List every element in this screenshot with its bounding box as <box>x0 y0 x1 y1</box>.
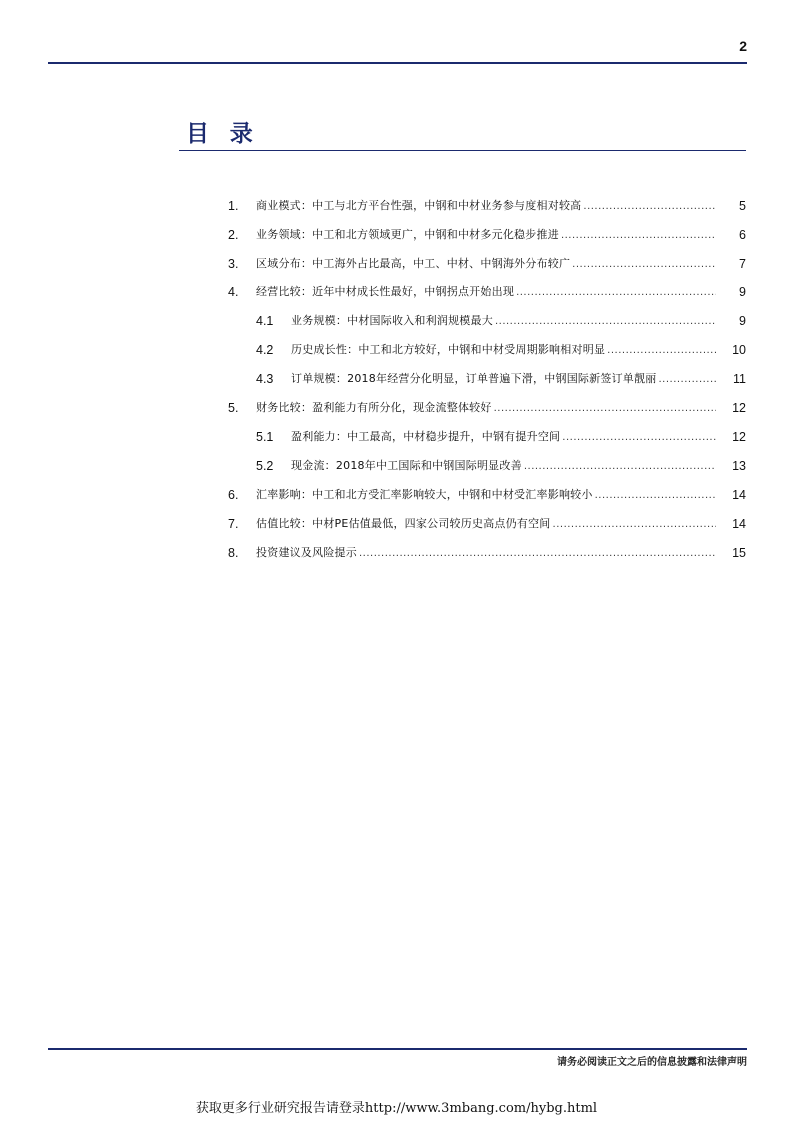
toc-entry-number: 2. <box>228 228 239 242</box>
toc-title: 目录 <box>186 121 274 147</box>
toc-entry-leader <box>256 514 746 535</box>
header-divider <box>48 62 747 64</box>
toc-entry-number: 3. <box>228 257 239 271</box>
toc-entry-title[interactable]: 商业模式：中工与北方平台性强，中钢和中材业务参与度相对较高 <box>256 199 582 212</box>
toc-dot-leader <box>495 312 745 332</box>
toc-entry-number: 4.1 <box>256 314 274 328</box>
toc-entry[interactable] <box>0 225 793 245</box>
toc-entry-number: 6. <box>228 488 239 502</box>
toc-entry-leader <box>256 196 746 217</box>
toc-entry-page[interactable]: 10 <box>716 340 746 360</box>
toc-subentry[interactable] <box>0 369 793 389</box>
toc-entry[interactable] <box>0 514 793 534</box>
toc-entry-number: 5. <box>228 401 239 415</box>
toc-dot-leader <box>494 399 745 419</box>
toc-entry-number: 7. <box>228 517 239 531</box>
toc-dot-leader <box>359 544 745 564</box>
toc-entry-number: 4. <box>228 285 239 299</box>
footer-promo-link[interactable]: 获取更多行业研究报告请登录http://www.3mbang.com/hybg.html <box>195 1101 598 1116</box>
toc-entry-title[interactable]: 经营比较：近年中材成长性最好，中钢拐点开始出现 <box>256 285 515 298</box>
toc-entry-title[interactable]: 业务领域：中工和北方领域更广，中钢和中材多元化稳步推进 <box>256 228 559 241</box>
toc-entry-leader <box>256 543 746 564</box>
toc-entry-number: 4.3 <box>256 372 274 386</box>
toc-entry[interactable] <box>0 254 793 274</box>
toc-entry-leader <box>291 456 746 477</box>
toc-entry-number: 5.2 <box>256 459 274 473</box>
toc-entry-leader <box>291 340 746 361</box>
toc-entry-leader <box>256 485 746 506</box>
toc-entry-number: 5.1 <box>256 430 274 444</box>
toc-dot-leader <box>524 457 745 477</box>
toc-subentry[interactable] <box>0 427 793 447</box>
toc-entry-title[interactable]: 业务规模：中材国际收入和利润规模最大 <box>291 314 493 327</box>
toc-entry-title[interactable]: 汇率影响：中工和北方受汇率影响较大，中钢和中材受汇率影响较小 <box>256 488 593 501</box>
toc-entry-title[interactable]: 盈利能力：中工最高，中材稳步提升，中钢有提升空间 <box>291 430 561 443</box>
toc-entry-number: 8. <box>228 546 239 560</box>
toc-entry[interactable] <box>0 543 793 563</box>
page-number: 2 <box>739 38 747 54</box>
toc-entry-leader <box>291 311 746 332</box>
toc-entry-leader <box>256 254 746 275</box>
toc-entry-number: 4.2 <box>256 343 274 357</box>
toc-entry[interactable] <box>0 485 793 505</box>
toc-entry-title[interactable]: 现金流：2018年中工国际和中钢国际明显改善 <box>291 459 522 472</box>
toc-entry-page[interactable]: 6 <box>716 225 746 245</box>
toc-entry-leader <box>291 427 746 448</box>
toc-dot-leader <box>516 283 745 303</box>
toc-entry-page[interactable]: 9 <box>716 311 746 331</box>
footer-divider <box>48 1048 747 1050</box>
toc-entry-title[interactable]: 财务比较：盈利能力有所分化，现金流整体较好 <box>256 401 492 414</box>
toc-entry-leader <box>256 282 746 303</box>
toc-entry-page[interactable]: 13 <box>716 456 746 476</box>
toc-entry-leader <box>256 398 746 419</box>
toc-entry-page[interactable]: 5 <box>716 196 746 216</box>
toc-entry-page[interactable]: 12 <box>716 398 746 418</box>
toc-entry-page[interactable]: 7 <box>716 254 746 274</box>
toc-entry-title[interactable]: 区域分布：中工海外占比最高，中工、中材、中钢海外分布较广 <box>256 257 571 270</box>
toc-entry-page[interactable]: 14 <box>716 485 746 505</box>
toc-entry-leader <box>291 369 746 390</box>
toc-entry-page[interactable]: 9 <box>716 282 746 302</box>
toc-entry-title[interactable]: 订单规模：2018年经营分化明显，订单普遍下滑，中钢国际新签订单靓丽 <box>291 372 657 385</box>
toc-entry-page[interactable]: 14 <box>716 514 746 534</box>
toc-entry-title[interactable]: 投资建议及风险提示 <box>256 546 357 559</box>
toc-entry-page[interactable]: 11 <box>716 369 746 389</box>
toc-entry[interactable] <box>0 282 793 302</box>
toc-entry-page[interactable]: 15 <box>716 543 746 563</box>
toc-entry-number: 1. <box>228 199 239 213</box>
toc-entry[interactable] <box>0 196 793 216</box>
toc-entry-title[interactable]: 估值比较：中材PE估值最低，四家公司较历史高点仍有空间 <box>256 517 551 530</box>
toc-entry-leader <box>256 225 746 246</box>
toc-subentry[interactable] <box>0 340 793 360</box>
toc-entry-title[interactable]: 历史成长性：中工和北方较好，中钢和中材受周期影响相对明显 <box>291 343 606 356</box>
toc-entry-page[interactable]: 12 <box>716 427 746 447</box>
toc-subentry[interactable] <box>0 456 793 476</box>
toc-subentry[interactable] <box>0 311 793 331</box>
toc-entry[interactable] <box>0 398 793 418</box>
footer-disclaimer: 请务必阅读正文之后的信息披露和法律声明 <box>557 1057 747 1068</box>
toc-title-divider <box>179 150 746 151</box>
